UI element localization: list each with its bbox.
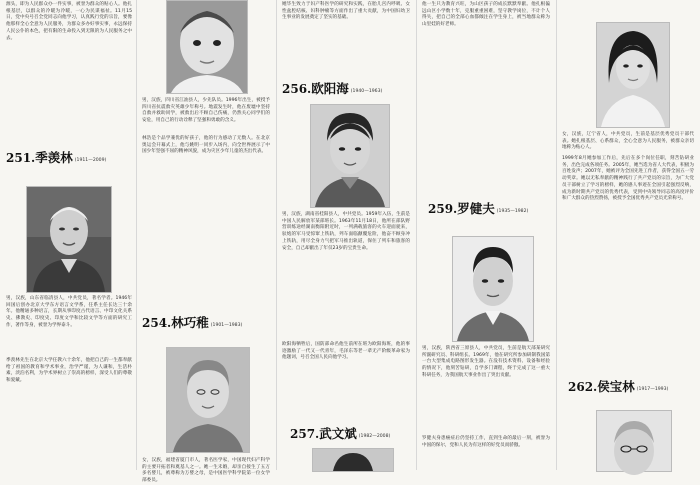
entry-heading-256 bbox=[282, 80, 382, 96]
portrait-photo-woman bbox=[596, 22, 670, 128]
entry-heading-262 bbox=[568, 378, 668, 394]
portrait-photo-elderly-woman bbox=[166, 347, 250, 453]
column-divider bbox=[416, 0, 417, 470]
text-block: 男，汉族，陕西省三原县人，中共党员，生前是航天部某研究所副研究员、科研组长。1969年，他在研究所参加研制我国第一台大型集成电路图形发生器。在没有技术资料、设备和经验的情况下，他刻苦钻研，自学多门课程，终于完成了这一重大科研任务，为我国航天事业作出了突出贡献。 bbox=[422, 346, 550, 378]
text-block: 男，汉族，湖南省桂阳县人，中共党员。1959年入伍，生前是中国人民解放军某部班长。1963年11月18日，他所在部队野营训练途经湖南衡阳附近时，一列满载旅客的火车迎面驶来，驮炮的军马受惊窜上铁轨，列车面临颠覆危险，他奋不顾身冲上铁轨，用尽全身力气把军马推出轨道，保住了列车和旅客的安全，自己却献出了年仅23岁的宝贵生命。 bbox=[282, 212, 410, 251]
text-block: 季羡林先生在北京大学任教六十余年，他把自己的一生都奉献给了祖国的教育和学术事业，治学严谨，为人谦和，生活朴素，淡泊名利，为学术界树立了崇高的榜样，深受人们的尊敬和爱戴。 bbox=[6, 358, 132, 384]
entry-heading-254 bbox=[142, 314, 242, 330]
entry-dates: (1917—1993) bbox=[636, 387, 669, 392]
column-2-upper bbox=[142, 98, 270, 308]
entry-dates: (1911—2009) bbox=[74, 158, 107, 163]
entry-heading-257 bbox=[290, 425, 390, 441]
portrait-photo-man bbox=[452, 236, 534, 342]
portrait-photo-elderly-man-glasses bbox=[596, 410, 672, 472]
column-divider bbox=[136, 0, 137, 470]
entry-number: 254. bbox=[142, 316, 172, 330]
column-2-lower bbox=[142, 458, 270, 484]
entry-name: 林巧稚 bbox=[171, 315, 209, 330]
column-divider bbox=[276, 0, 277, 470]
portrait-photo-soldier bbox=[310, 104, 390, 208]
entry-number: 259. bbox=[428, 202, 458, 216]
column-5-text bbox=[562, 132, 694, 370]
entry-number: 251. bbox=[6, 151, 36, 165]
column-4-upper bbox=[422, 2, 550, 192]
portrait-photo-child bbox=[166, 0, 248, 94]
text-block: 欧阳海牺牲后，国防部命名他生前所在班为欧阳海班，他的事迹激励了一代又一代青年，毛泽东等老一辈无产阶级革命家为他题词，号召全国人民向他学习。 bbox=[282, 342, 410, 361]
entry-name: 罗健夫 bbox=[457, 201, 495, 216]
text-block: 罗健夫身患癌症后仍坚持工作，直到生命的最后一刻，被誉为中国的保尔，党和人民为有这样的好党员而骄傲。 bbox=[422, 436, 550, 448]
text-block: 1999年8月她参加工作后，先后在多个岗位任职，刻苦钻研业务，出色完成各项任务。2005年，她当选为省人大代表，积极为百姓发声；2007年，她被评为全国先进工作者，获得全国五一劳动奖章。她以无私奉献的精神践行了共产党员的宗旨，为广大党员干部树立了学习的榜样，她的感人事迹在全国引起强烈反响，成为新时期共产党员的优秀代表，受到中央领导同志的高度评价和广大群众的热烈赞扬，被授予全国优秀共产党员光荣称号。 bbox=[562, 156, 694, 202]
text-block: 男，汉族，四川省江油县人，少先队员。1996年出生，被授予四川省抗震救灾英雄少年称号。地震发生时，他在废墟中坚持自救并救助同学，被救出后不顾自己伤痛，仍然关心同学们的安危，用自己的行动诠释了坚强和勇敢的含义。 bbox=[142, 98, 270, 124]
column-1-lower bbox=[6, 296, 132, 470]
portrait-photo-young-soldier bbox=[312, 448, 394, 472]
entry-heading-259 bbox=[428, 200, 528, 216]
text-block: 他一生只为教育兴旺，为山区孩子的成长默默奉献。他扎根偏远山区小学数十年，克服重重困难，坚守教学岗位，不计个人得失，把自己的全部心血都倾注在学生身上，被当地群众称为山里娃的好老师。 bbox=[422, 2, 550, 28]
text-block: 她毕生致力于妇产科医学的研究和实践，在胎儿宫内呼吸、女性盆腔结核、妇科肿瘤等方面作出了重大贡献，为中国妇幼卫生事业的发展奠定了坚实的基础。 bbox=[282, 2, 410, 21]
portrait-photo-elderly-man bbox=[26, 186, 112, 293]
text-block: 女，汉族，福建省厦门市人，著名医学家，中国现代妇产科学的主要开拓者和奠基人之一。她一生未婚，却亲自接生了五万多名婴儿，被尊称为万婴之母，是中国医学科学院第一位女学部委员。 bbox=[142, 458, 270, 484]
text-block: 林浩是个品学兼优的好孩子，他的行为感动了无数人。在北京奥运会开幕式上，他与姚明一同步入场内，向全世界展示了中国少年坚强不屈的精神风貌，成为灾区少年儿童的杰出代表。 bbox=[142, 136, 270, 155]
column-3-middle bbox=[282, 212, 410, 418]
entry-name: 侯宝林 bbox=[597, 379, 635, 394]
entry-number: 256. bbox=[282, 82, 312, 96]
entry-name: 武文斌 bbox=[319, 426, 357, 441]
text-block: 女，汉族，辽宁省人，中共党员，生前是基层优秀党员干部代表。她扎根基层、心系群众，全心全意为人民服务，被群众亲切地称为贴心人。 bbox=[562, 132, 694, 151]
entry-dates: (1940—1963) bbox=[350, 89, 383, 94]
column-divider bbox=[556, 0, 557, 470]
entry-name: 季羡林 bbox=[35, 150, 73, 165]
column-3-upper bbox=[282, 2, 410, 68]
entry-number: 262. bbox=[568, 380, 598, 394]
text-block: 源头，即为人民群众办一件实事，被誉为群众的贴心人。他扎根基层，以群众的冷暖为冷暖，一心为民谋福祉。11月15日，党中央号召全党同志向他学习，认真践行党的宗旨，要像他那样全心全意为人民服务，为群众多办好事实事，永远保持人民公仆的本色，把有限的生命投入到无限的为人民服务之中去。 bbox=[6, 2, 132, 41]
entry-dates: (1935—1982) bbox=[496, 209, 529, 214]
text-block: 男，汉族，山东省临清县人，中共党员，著名学者。1946年回国后创办北京大学东方语言文学系，任系主任长达三十余年。他精通多种语言，长期从事印度古代语言、中印文化关系史、佛教史、印度史、印度文学和比较文学等方面的研究工作，著作等身，被誉为学界泰斗。 bbox=[6, 296, 132, 328]
entry-name: 欧阳海 bbox=[311, 81, 349, 96]
column-4-lower bbox=[422, 346, 550, 470]
entry-number: 257. bbox=[290, 427, 320, 441]
entry-dates: (1901—1983) bbox=[210, 323, 243, 328]
entry-heading-251 bbox=[6, 149, 106, 165]
entry-dates: (1982—2008) bbox=[358, 434, 391, 439]
